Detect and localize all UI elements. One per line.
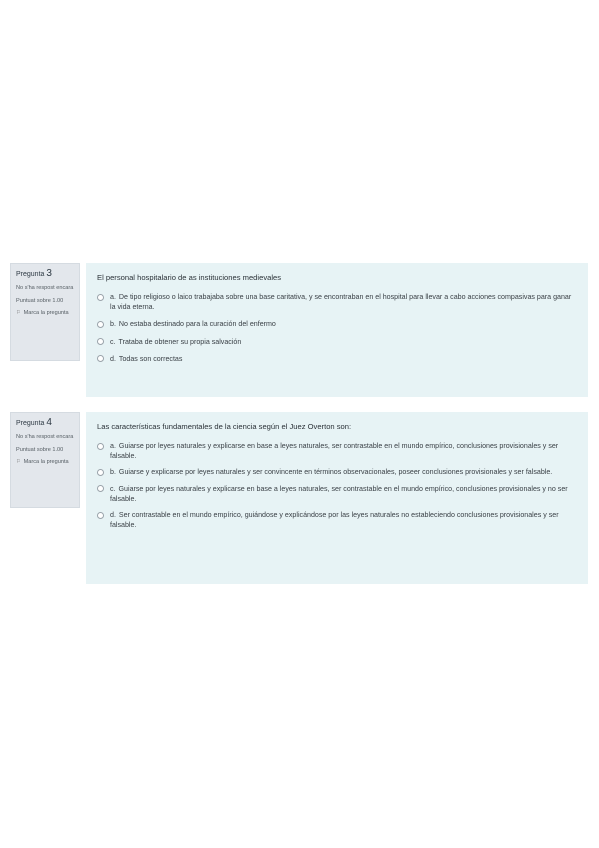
answer-letter: d. bbox=[110, 511, 116, 520]
answer-letter: b. bbox=[110, 320, 116, 329]
answer-option-d[interactable] bbox=[97, 510, 578, 530]
question-number bbox=[16, 418, 74, 429]
question-grade: Puntuat sobre 1.00 bbox=[16, 446, 64, 453]
question-info-panel bbox=[10, 412, 80, 508]
flag-question-label: Marca la pregunta bbox=[23, 310, 69, 316]
answer-option-c[interactable] bbox=[97, 484, 578, 504]
answer-letter: a. bbox=[110, 442, 116, 450]
question-info-panel bbox=[10, 263, 80, 361]
question-text: Las características fundamentales de la ciencia según el Juez Overton son: bbox=[97, 422, 352, 431]
flag-icon: ⚐ bbox=[16, 310, 21, 316]
question-number-value: 4 bbox=[46, 417, 52, 428]
answer-label: Guiarse por leyes naturales y explicarse en base a leyes naturales, ser contrastable en el mundo empírico, conclusiones provisionales y no ser falsable. bbox=[110, 484, 568, 503]
radio-button[interactable] bbox=[97, 294, 104, 301]
radio-button[interactable] bbox=[97, 338, 104, 345]
answer-option-d[interactable] bbox=[97, 354, 578, 364]
answer-list bbox=[97, 441, 578, 530]
question-text: El personal hospitalario de as instituciones medievales bbox=[97, 273, 282, 282]
question-content bbox=[86, 263, 588, 397]
answer-letter: b. bbox=[110, 468, 116, 477]
question-number-value: 3 bbox=[46, 268, 52, 279]
answer-label: Ser contrastable en el mundo empírico, guiándose y explicándose por las leyes naturales no estableciendo conclusiones provisionales y ser falsable. bbox=[110, 511, 559, 530]
answer-option-b[interactable] bbox=[97, 467, 578, 477]
radio-button[interactable] bbox=[97, 512, 104, 519]
radio-button[interactable] bbox=[97, 469, 104, 476]
flag-icon: ⚐ bbox=[16, 459, 21, 465]
radio-button[interactable] bbox=[97, 485, 104, 492]
answer-letter: a. bbox=[110, 293, 116, 301]
answer-letter: c. bbox=[110, 337, 116, 346]
answer-label: Guiarse y explicarse por leyes naturales y ser convincente en términos observacionales, poseer conclusiones provisionales y ser falsable. bbox=[118, 468, 553, 477]
answer-list bbox=[97, 292, 578, 364]
question-content bbox=[86, 412, 588, 584]
question-state: No s'ha respost encara bbox=[16, 434, 74, 440]
answer-label: De tipo religioso o laico trabajaba sobre una base caritativa, y se encontraban en el hospital para llevar a cabo acciones compasivas para ganar la vida eterna. bbox=[110, 293, 572, 312]
question-grade: Puntuat sobre 1.00 bbox=[16, 297, 64, 304]
question-number bbox=[16, 269, 74, 280]
question-4 bbox=[10, 412, 588, 584]
radio-button[interactable] bbox=[97, 321, 104, 328]
answer-letter: d. bbox=[110, 354, 116, 363]
answer-label: Todas son correctas bbox=[118, 354, 183, 363]
radio-button[interactable] bbox=[97, 355, 104, 362]
answer-label: No estaba destinado para la curación del enfermo bbox=[118, 320, 276, 329]
answer-option-a[interactable] bbox=[97, 292, 578, 312]
question-label: Pregunta bbox=[16, 271, 45, 278]
flag-question-label: Marca la pregunta bbox=[23, 459, 69, 465]
question-label: Pregunta bbox=[16, 420, 45, 427]
answer-option-c[interactable] bbox=[97, 337, 578, 347]
question-3 bbox=[10, 263, 588, 397]
question-state: No s'ha respost encara bbox=[16, 285, 74, 291]
answer-label: Trataba de obtener su propia salvación bbox=[118, 337, 242, 346]
flag-question-link[interactable] bbox=[16, 458, 74, 467]
answer-label: Guiarse por leyes naturales y explicarse en base a leyes naturales, ser contrastable en el mundo empírico, conclusiones provisionales y ser falsable. bbox=[110, 442, 559, 461]
answer-option-a[interactable] bbox=[97, 441, 578, 461]
flag-question-link[interactable] bbox=[16, 309, 74, 318]
radio-button[interactable] bbox=[97, 443, 104, 450]
answer-option-b[interactable] bbox=[97, 319, 578, 329]
answer-letter: c. bbox=[110, 484, 116, 493]
